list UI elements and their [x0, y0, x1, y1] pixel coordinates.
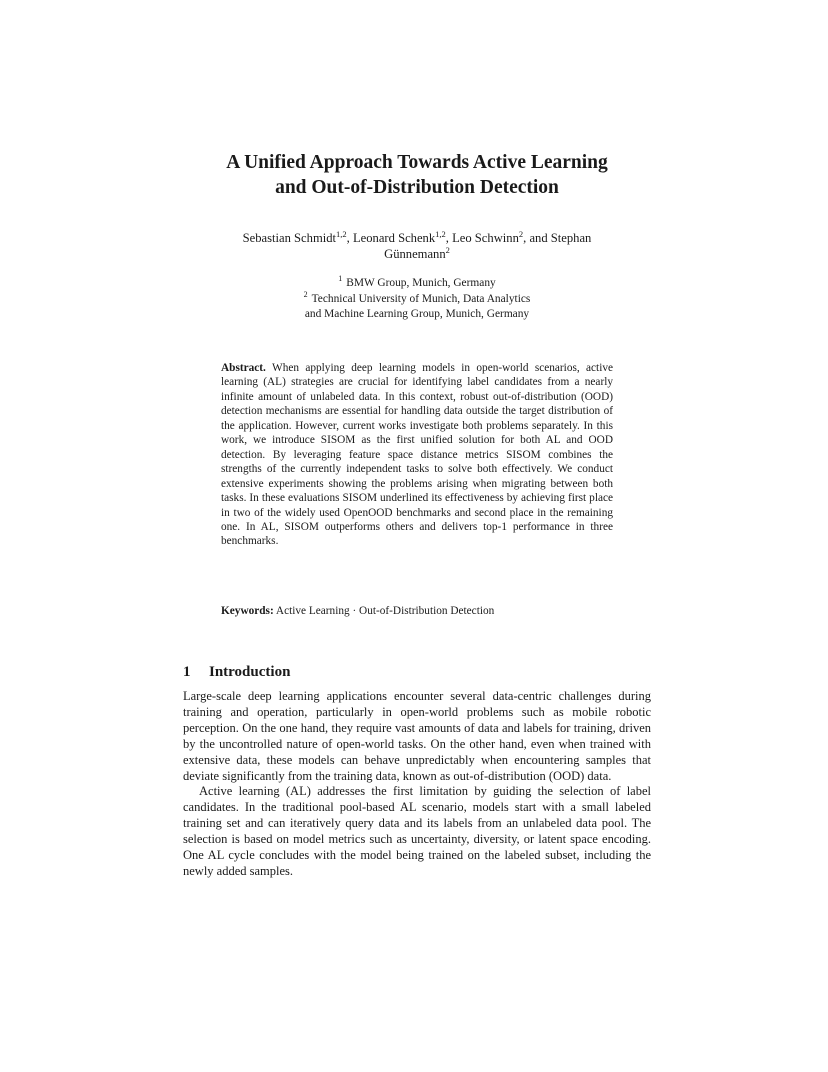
section-body	[183, 689, 651, 880]
section-heading	[183, 662, 290, 682]
author-affiliation-mark: 1,2	[435, 228, 446, 239]
author-affiliation-mark: 1,2	[336, 228, 347, 239]
abstract-label: Abstract.	[221, 362, 266, 374]
author-separator: ,	[346, 231, 353, 245]
keywords	[221, 604, 613, 618]
affiliation-2	[183, 289, 651, 308]
affiliation-list	[183, 276, 651, 323]
affiliation-mark: 1	[338, 274, 343, 284]
affiliation-mark: 2	[303, 289, 308, 299]
affiliation-1	[183, 276, 651, 292]
author-separator: ,	[445, 231, 453, 245]
affiliation-text: BMW Group, Munich, Germany	[346, 277, 496, 289]
keywords-label: Keywords:	[221, 605, 274, 617]
section-number: 1	[183, 664, 191, 681]
author-name-last: Günnemann	[384, 247, 446, 261]
author-name: Sebastian Schmidt	[242, 231, 337, 245]
abstract-text: When applying deep learning models in open-world scenarios, active learning (AL) strategies are crucial for identifying label candidates from a nearly infinite amount of unlabeled data. In this context, robust out-of-distribution (OOD) detection mechanisms are essential for handling data outside the target distribution of the application. However, current works investigate both problems separately. In this work, we introduce SISOM as the first unified solution for both AL and OOD detection. By leveraging feature space distance metrics SISOM combines the strengths of the currently independent tasks to solve both effectively. We conduct extensive experiments showing the problems arising when migrating between both tasks. In these evaluations SISOM underlined its effectiveness by achieving first place in two of the widely used OpenOOD benchmarks and second place in the remaining one. In AL, SISOM outperforms others and delivers top-1 performance in three benchmarks.	[221, 362, 613, 548]
author-affiliation-mark: 2	[518, 228, 524, 239]
paper-title-line-1: A Unified Approach Towards Active Learning	[226, 152, 608, 173]
author-separator: , and	[523, 231, 551, 245]
section-title: Introduction	[209, 664, 291, 681]
author-line-2	[183, 246, 651, 262]
author-name: Leo Schwinn	[452, 231, 519, 245]
paper-title	[183, 150, 651, 200]
arxiv-identifier-stamp	[20, 278, 60, 758]
abstract	[221, 361, 613, 549]
author-name-first: Stephan	[550, 231, 592, 245]
author-name: Leonard Schenk	[352, 231, 436, 245]
author-affiliation-mark: 2	[445, 244, 450, 255]
author-line-1	[183, 230, 651, 246]
keywords-text: Active Learning · Out-of-Distribution Detection	[275, 605, 495, 617]
paragraph: Active learning (AL) addresses the first limitation by guiding the selection of label candidates. In the traditional pool-based AL scenario, models start with a small labeled training set and can iteratively query data and its labels from an unlabeled data pool. The selection is based on model metrics such as uncertainty, diversity, or latent space encoding. One AL cycle concludes with the model being trained on the labeled subset, including the newly added samples.	[183, 784, 651, 878]
paper-title-line-2: and Out-of-Distribution Detection	[275, 177, 559, 198]
affiliation-text: Technical University of Munich, Data Analytics	[311, 292, 531, 305]
author-list	[183, 230, 651, 262]
paragraph: Large-scale deep learning applications encounter several data-centric challenges during training and operation, particularly in open-world problems such as mobile robotic perception. On the one hand, they require vast amounts of data and labels for training, driven by the uncontrolled nature of open-world tasks. On the other hand, even when trained with extensive data, these models can behave unpredictably when encountering samples that deviate significantly from the training data, known as out-of-distribution (OOD) data.	[183, 689, 651, 783]
affiliation-2-continued: and Machine Learning Group, Munich, Germany	[304, 308, 530, 320]
